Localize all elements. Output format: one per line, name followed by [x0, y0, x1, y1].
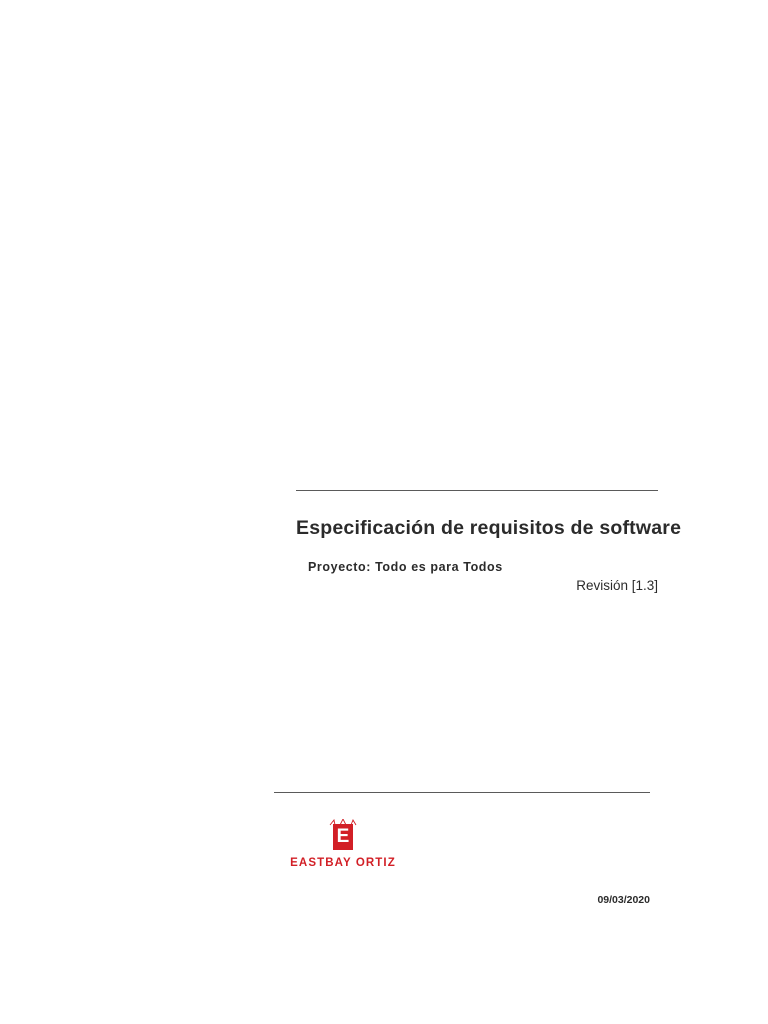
horizontal-rule-top — [296, 490, 658, 491]
horizontal-rule-bottom — [274, 792, 650, 793]
document-date: 09/03/2020 — [597, 894, 650, 906]
logo-letter: E — [333, 824, 353, 850]
title-block — [296, 490, 682, 593]
logo-e-mark-icon — [330, 822, 356, 852]
project-name: Proyecto: Todo es para Todos — [308, 560, 503, 574]
spark-icon — [328, 819, 358, 827]
logo-wordmark: EASTBAY ORTIZ — [290, 857, 396, 869]
revision-label: Revisión [1.3] — [576, 578, 658, 593]
company-logo — [281, 817, 405, 874]
page-title: Especificación de requisitos de software — [296, 517, 682, 539]
